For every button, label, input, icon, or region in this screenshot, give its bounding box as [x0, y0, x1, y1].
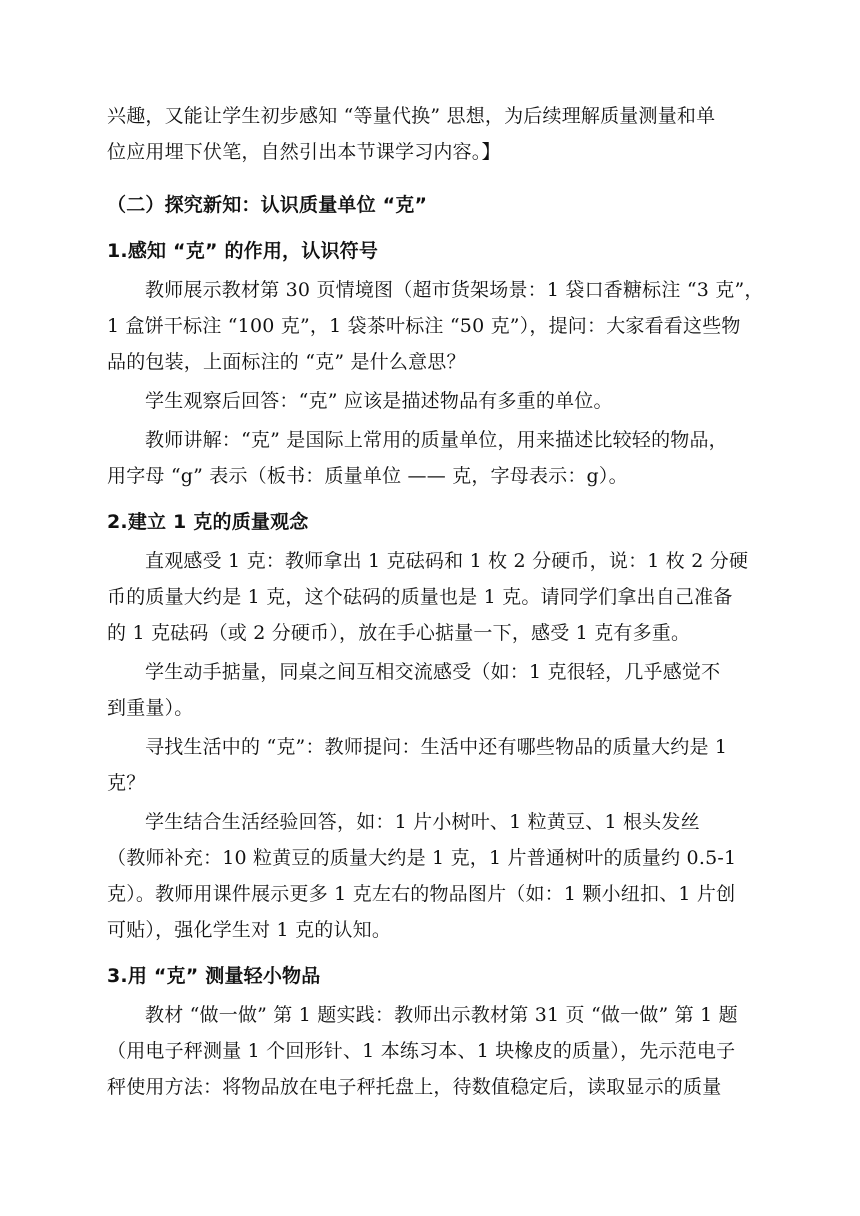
paragraph-line: 币的质量大约是 1 克，这个砝码的质量也是 1 克。请同学们拿出自己准备 [107, 586, 733, 608]
document-page [107, 98, 764, 1105]
paragraph-line: 教材 “做一做” 第 1 题实践：教师出示教材第 31 页 “做一做” 第 1 题 [145, 1004, 738, 1026]
intro-line: 兴趣，又能让学生初步感知 “等量代换” 思想，为后续理解质量测量和单 [107, 105, 716, 127]
paragraph-line: 教师讲解：“克” 是国际上常用的质量单位，用来描述比较轻的物品， [145, 429, 728, 451]
paragraph-line: 秤使用方法：将物品放在电子秤托盘上，待数值稳定后，读取显示的质量 [107, 1076, 722, 1098]
paragraph-line: 可贴），强化学生对 1 克的认知。 [107, 919, 392, 941]
paragraph-line: 克？ [107, 772, 146, 794]
paragraph-line: 1 盒饼干标注 “100 克”，1 袋茶叶标注 “50 克”），提问：大家看看这些物 [107, 315, 741, 337]
intro-line: 位应用埋下伏笔，自然引出本节课学习内容。】 [107, 141, 501, 163]
paragraph-line: 学生结合生活经验回答，如：1 片小树叶、1 粒黄豆、1 根头发丝 [145, 811, 700, 833]
subsection-heading-2: 2.建立 1 克的质量观念 [107, 511, 309, 533]
subsection-heading-3: 3.用 “克” 测量轻小物品 [107, 965, 321, 987]
paragraph-line: 克）。教师用课件展示更多 1 克左右的物品图片（如：1 颗小纽扣、1 片创 [107, 883, 736, 905]
paragraph-line: 品的包装，上面标注的 “克” 是什么意思？ [107, 351, 466, 373]
paragraph-line: 教师展示教材第 30 页情境图（超市货架场景：1 袋口香糖标注 “3 克”， [145, 279, 764, 301]
subsection-heading-1: 1.感知 “克” 的作用，认识符号 [107, 240, 379, 262]
paragraph-line: 的 1 克砝码（或 2 分硬币），放在手心掂量一下，感受 1 克有多重。 [107, 622, 691, 644]
paragraph-line: 用字母 “g” 表示（板书：质量单位 —— 克，字母表示：g）。 [107, 465, 628, 487]
paragraph-line: 直观感受 1 克：教师拿出 1 克砝码和 1 枚 2 分硬币，说：1 枚 2 分硬 [145, 550, 749, 572]
paragraph-line: 寻找生活中的 “克”：教师提问：生活中还有哪些物品的质量大约是 1 [145, 736, 728, 758]
section-heading: （二）探究新知：认识质量单位 “克” [107, 194, 428, 216]
paragraph-line: （教师补充：10 粒黄豆的质量大约是 1 克，1 片普通树叶的质量约 0.5-1 [107, 847, 737, 869]
paragraph-line: 到重量）。 [107, 697, 194, 719]
paragraph-line: （用电子秤测量 1 个回形针、1 本练习本、1 块橡皮的质量），先示范电子 [107, 1040, 736, 1062]
paragraph-line: 学生观察后回答：“克” 应该是描述物品有多重的单位。 [145, 390, 613, 412]
paragraph-line: 学生动手掂量，同桌之间互相交流感受（如：1 克很轻，几乎感觉不 [145, 661, 721, 683]
